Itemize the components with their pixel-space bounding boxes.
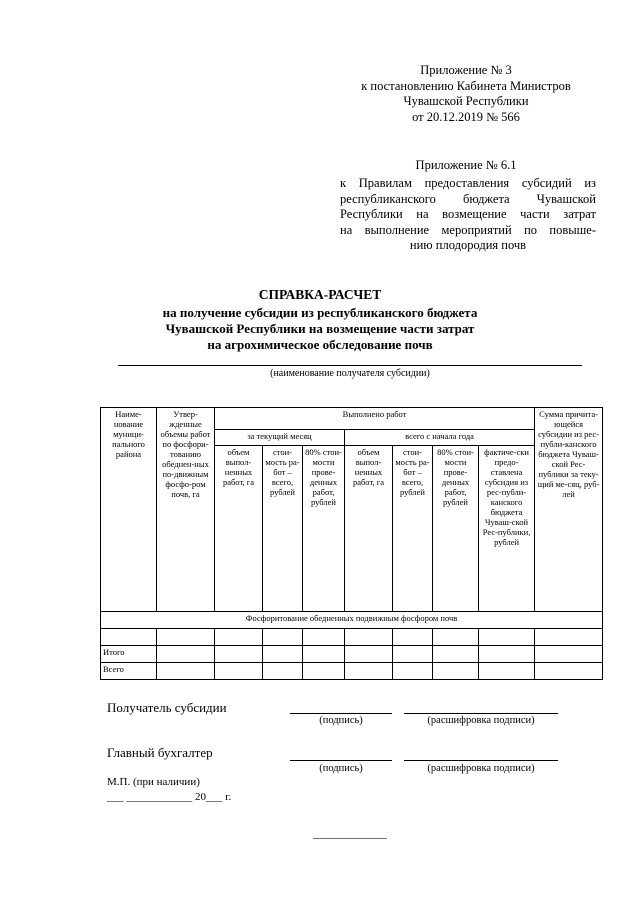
appendix61-line-3: Республики на возмещение части затрат <box>340 207 596 221</box>
header-sy-cost: стои-мость ра-бот – всего, рублей <box>393 446 433 612</box>
accountant-sign-line[interactable] <box>290 760 392 761</box>
header-cm-80: 80% стои-мости прове-денных работ, рублей <box>303 446 345 612</box>
appendix61-block <box>340 176 596 254</box>
appendix61-line-1: к Правилам предоставления субсидий из <box>340 176 596 190</box>
recipient-caption: (наименование получателя субсидии) <box>270 368 430 379</box>
document-title <box>100 287 540 353</box>
title-line3: на агрохимическое обследование почв <box>207 337 433 352</box>
header-cm-cost: стои-мость ра-бот – всего, рублей <box>263 446 303 612</box>
itogo-label: Итого <box>101 646 157 663</box>
recipient-label: Получатель субсидии <box>107 700 227 715</box>
appendix3-line1: Приложение № 3 <box>420 63 512 77</box>
header-subsidy-sum: Сумма причита-ющейся субсидии из рес-публи-канского бюджета Чуваш-ской Рес-публики за теку-щий ме-сяц, руб-лей <box>535 408 603 612</box>
title-line1: на получение субсидии из республиканского бюджета <box>162 305 478 320</box>
appendix3-line2: к постановлению Кабинета Министров <box>361 78 571 93</box>
header-district: Наиме-нование муници-пального района <box>101 408 157 612</box>
footer-divider <box>313 838 387 839</box>
accountant-sign-caption: (подпись) <box>319 763 363 774</box>
header-approved-volume: Утвер-жденные объемы работ по фосфори-тованию обеднен-ных по-движным фосфо-ром почв, га <box>157 408 215 612</box>
appendix61-line-2: республиканского бюджета Чувашской <box>340 191 596 206</box>
recipient-sign-line[interactable] <box>290 713 392 714</box>
header-since-year: всего с начала года <box>345 430 535 446</box>
section-row: Фосфоритование обедненных подвижным фосфором почв <box>101 612 603 629</box>
stamp-label: М.П. (при наличии) <box>107 776 200 788</box>
header-sy-volume: объем выпол-ненных работ, га <box>345 446 393 612</box>
appendix3-block <box>318 63 614 125</box>
recipient-decode-line[interactable] <box>404 713 558 714</box>
appendix61-line-4: на выполнение мероприятий по повыше- <box>340 222 596 237</box>
vsego-label: Всего <box>101 663 157 680</box>
header-done: Выполнено работ <box>215 408 535 430</box>
recipient-name-line[interactable] <box>118 365 582 366</box>
recipient-decode-caption: (расшифровка подписи) <box>427 715 535 726</box>
header-sy-80: 80% стои-мости прове-денных работ, рублей <box>433 446 479 612</box>
itogo-row <box>101 646 603 663</box>
calculation-table <box>100 407 603 680</box>
title-line2: Чувашской Республики на возмещение части затрат <box>165 321 475 336</box>
recipient-sign-caption: (подпись) <box>319 715 363 726</box>
date-line[interactable]: ___ ____________ 20___ г. <box>107 791 232 803</box>
appendix61-line-5: нию плодородия почв <box>409 238 527 252</box>
header-sy-fact: фактиче-ски предо-ставлена субсидия из рес-публи-канского бюджета Чуваш-ской Рес-публики, рублей <box>479 446 535 612</box>
title-main: СПРАВКА-РАСЧЕТ <box>258 287 382 302</box>
appendix3-line3: Чувашской Республики <box>403 94 529 108</box>
header-cm-volume: объем выпол-ненных работ, га <box>215 446 263 612</box>
appendix3-line4: от 20.12.2019 № 566 <box>412 109 520 124</box>
table-row <box>101 629 603 646</box>
accountant-decode-line[interactable] <box>404 760 558 761</box>
vsego-row <box>101 663 603 680</box>
accountant-label: Главный бухгалтер <box>107 745 213 760</box>
accountant-decode-caption: (расшифровка подписи) <box>427 763 535 774</box>
header-current-month: за текущий месяц <box>215 430 345 446</box>
appendix61-head: Приложение № 6.1 <box>415 158 517 172</box>
